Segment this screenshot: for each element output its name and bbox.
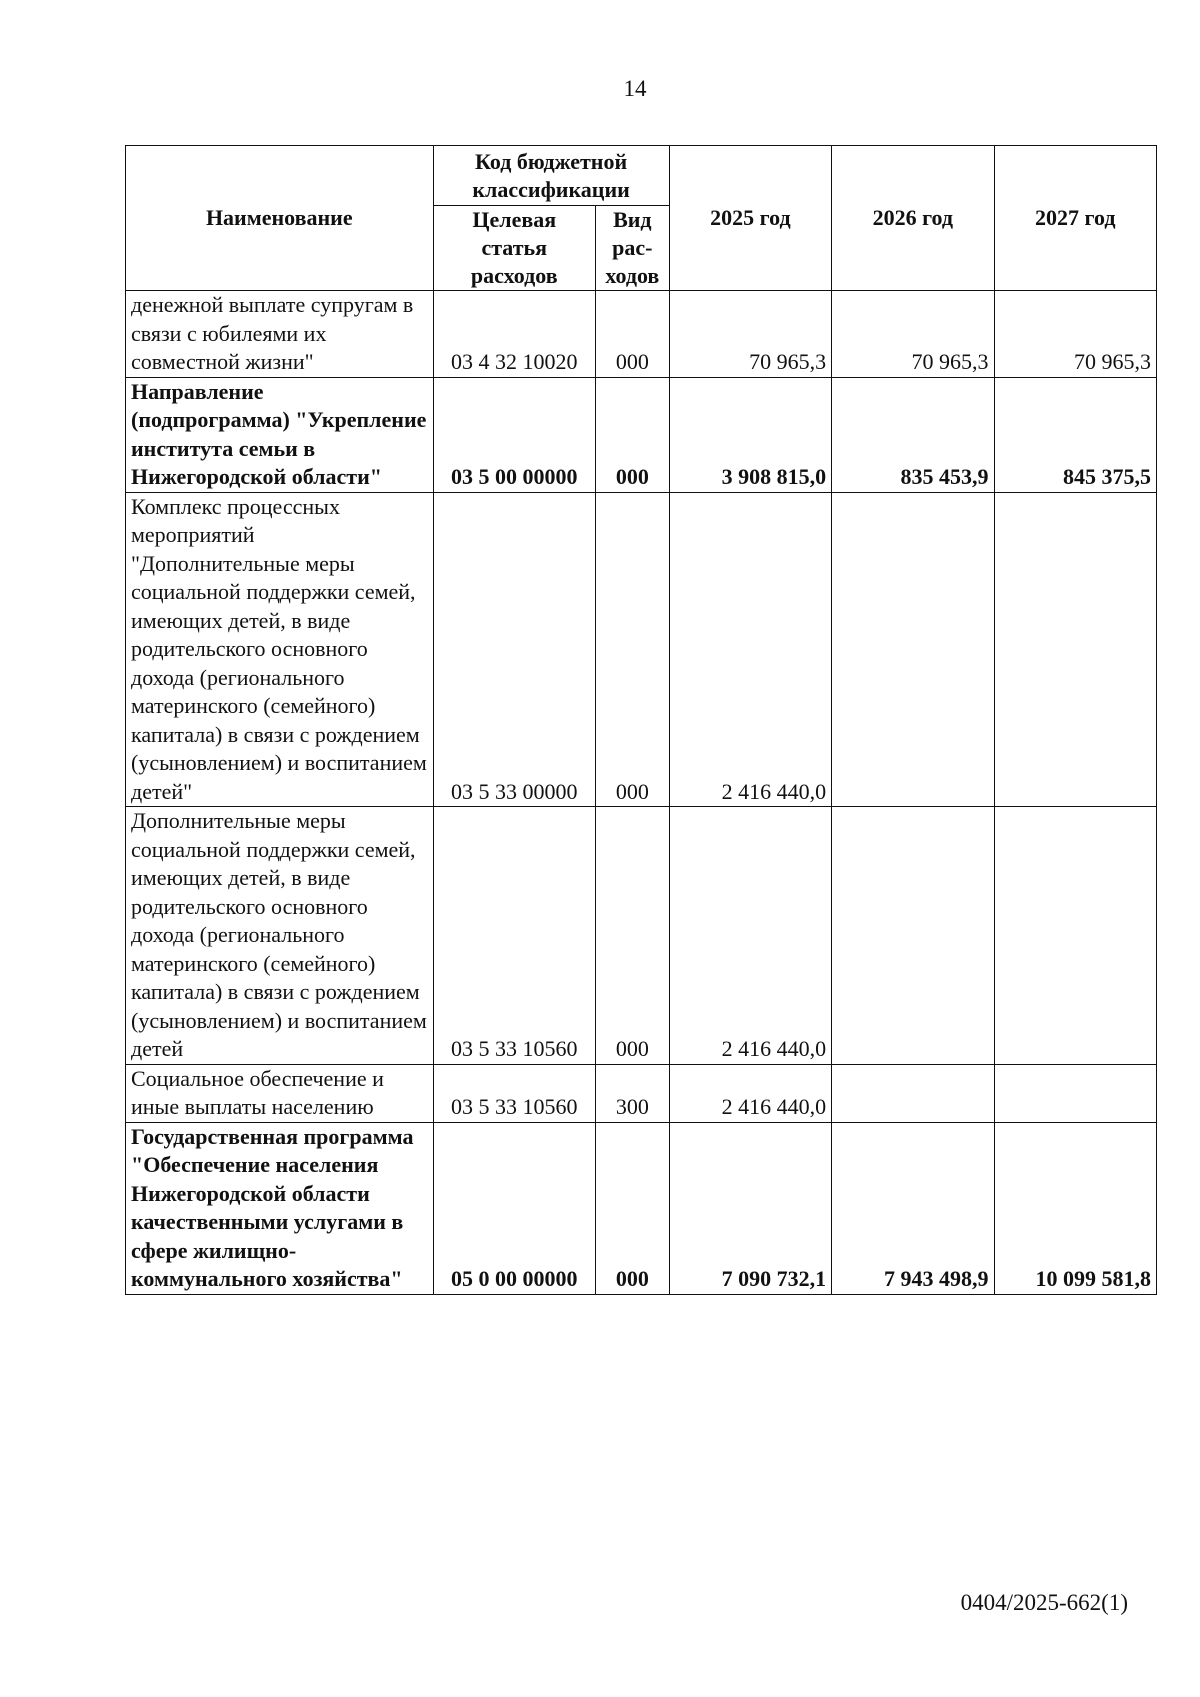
- row-target-code: 03 5 33 00000: [433, 492, 595, 807]
- budget-table: [125, 145, 1157, 1295]
- row-value-2027: 10 099 581,8: [994, 1122, 1156, 1294]
- row-expense-type: 000: [596, 807, 670, 1065]
- row-value-2026: [832, 807, 994, 1065]
- row-value-2027: [994, 492, 1156, 807]
- row-target-code: 05 0 00 00000: [433, 1122, 595, 1294]
- page-number: 14: [623, 76, 647, 101]
- document-number: 0404/2025-662(1): [960, 1590, 1128, 1615]
- row-name: Дополнительные меры социальной поддержки семей, имеющих детей, в виде родительского основного дохода (регионального материнского (семейного) капитала) в связи с рождением (усыновлением) и воспитанием детей: [126, 807, 434, 1065]
- row-expense-type: 000: [596, 291, 670, 378]
- row-value-2026: 7 943 498,9: [832, 1122, 994, 1294]
- header-budget-code: Код бюджетной классификации: [433, 146, 669, 206]
- row-value-2025: 2 416 440,0: [669, 807, 831, 1065]
- header-name: Наименование: [126, 146, 434, 291]
- header-expense-type: Вид рас-ходов: [596, 206, 670, 291]
- row-target-code: 03 5 33 10560: [433, 1064, 595, 1122]
- row-value-2025: 7 090 732,1: [669, 1122, 831, 1294]
- row-value-2026: [832, 1064, 994, 1122]
- row-value-2027: 70 965,3: [994, 291, 1156, 378]
- table-row: [126, 1064, 1157, 1122]
- row-value-2026: 835 453,9: [832, 377, 994, 492]
- row-target-code: 03 5 00 00000: [433, 377, 595, 492]
- row-name: Комплекс процессных мероприятий "Дополнительные меры социальной поддержки семей, имеющих детей, в виде родительского основного дохода (регионального материнского (семейного) капитала) в связи с рождением (усыновлением) и воспитанием детей": [126, 492, 434, 807]
- table-row: [126, 1122, 1157, 1294]
- row-value-2027: [994, 807, 1156, 1065]
- table-row: [126, 377, 1157, 492]
- row-target-code: 03 4 32 10020: [433, 291, 595, 378]
- row-value-2025: 3 908 815,0: [669, 377, 831, 492]
- table-row: [126, 492, 1157, 807]
- header-row: [126, 146, 1157, 206]
- table-row: [126, 807, 1157, 1065]
- row-value-2026: 70 965,3: [832, 291, 994, 378]
- header-2027: 2027 год: [994, 146, 1156, 291]
- row-value-2027: 845 375,5: [994, 377, 1156, 492]
- row-target-code: 03 5 33 10560: [433, 807, 595, 1065]
- row-value-2027: [994, 1064, 1156, 1122]
- row-name: Социальное обеспечение и иные выплаты населению: [126, 1064, 434, 1122]
- row-value-2025: 70 965,3: [669, 291, 831, 378]
- row-value-2025: 2 416 440,0: [669, 492, 831, 807]
- header-target-article: Целевая статья расходов: [433, 206, 595, 291]
- row-name: денежной выплате супругам в связи с юбилеями их совместной жизни": [126, 291, 434, 378]
- row-expense-type: 300: [596, 1064, 670, 1122]
- table-row: [126, 291, 1157, 378]
- header-2026: 2026 год: [832, 146, 994, 291]
- row-expense-type: 000: [596, 492, 670, 807]
- row-name: Направление (подпрограмма) "Укрепление института семьи в Нижегородской области": [126, 377, 434, 492]
- row-value-2025: 2 416 440,0: [669, 1064, 831, 1122]
- row-value-2026: [832, 492, 994, 807]
- header-2025: 2025 год: [669, 146, 831, 291]
- row-expense-type: 000: [596, 377, 670, 492]
- row-expense-type: 000: [596, 1122, 670, 1294]
- row-name: Государственная программа "Обеспечение населения Нижегородской области качественными услугами в сфере жилищно-коммунального хозяйства": [126, 1122, 434, 1294]
